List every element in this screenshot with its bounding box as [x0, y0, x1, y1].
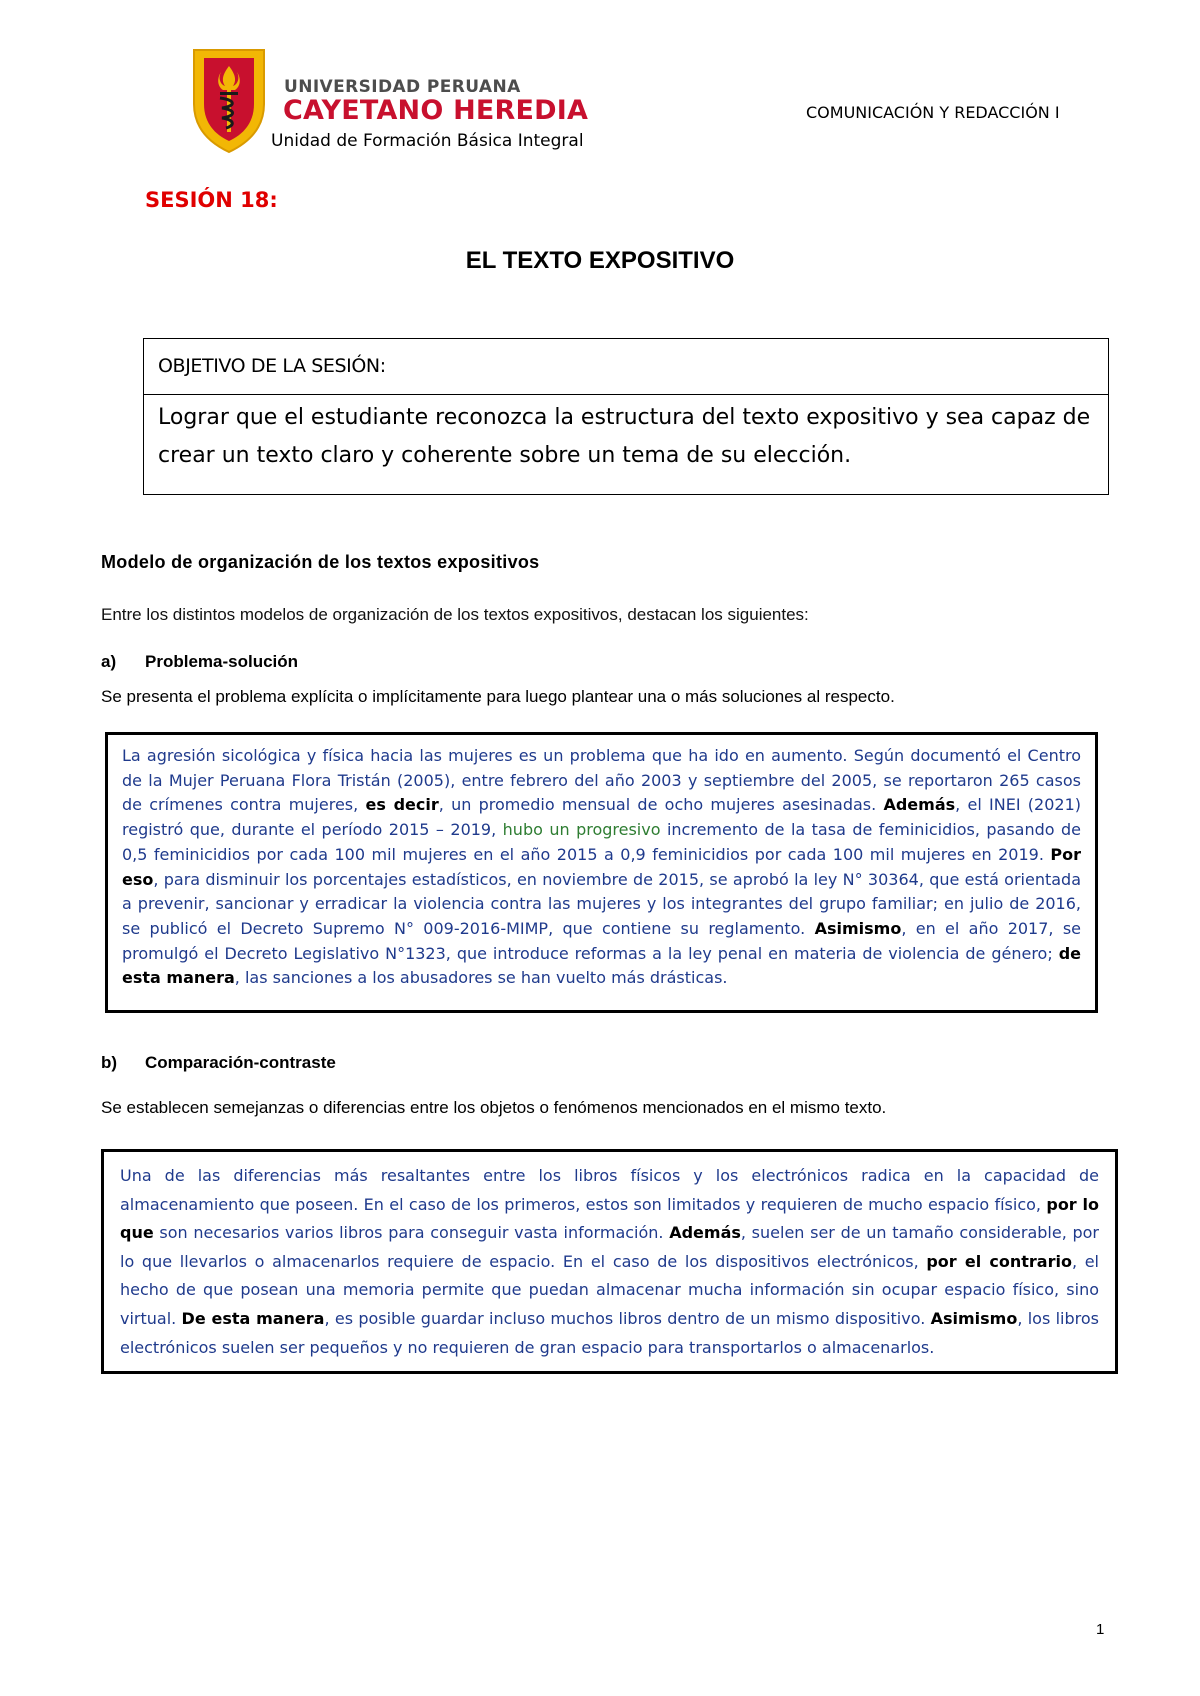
- connector-phrase: De esta manera: [181, 1308, 325, 1328]
- text-run: , suelen ser de un tamaño considerable, por lo que llevarlos o almacenarlos requiere de espacio. En el caso de los dispositivos electrónicos,: [120, 1223, 1099, 1271]
- connector-phrase: de esta manera: [122, 943, 1081, 988]
- connector-phrase: Por eso: [122, 844, 1081, 889]
- model-b-example-box: [101, 1149, 1118, 1374]
- university-crest-icon: [190, 46, 268, 154]
- connector-phrase: por el contrario: [926, 1251, 1072, 1271]
- highlighted-phrase: hubo un progresivo: [502, 820, 661, 840]
- text-run: La agresión sicológica y física hacia las mujeres es un problema que ha ido en aumento. Según documentó el Centro de la Mujer Peruana Flora Tristán (2005), entre febrero del año 2003 y septiembre del 2005, se reportaron 265 casos de crímenes contra mujeres,: [122, 746, 1081, 815]
- text-run: , un promedio mensual de ocho mujeres asesinadas.: [438, 795, 884, 815]
- session-label: SESIÓN 18:: [145, 188, 278, 212]
- connector-phrase: Asimismo: [814, 918, 902, 938]
- model-a-title: Problema-solución: [145, 652, 299, 671]
- university-name-line1: UNIVERSIDAD PERUANA: [284, 77, 521, 97]
- text-run: son necesarios varios libros para conseguir vasta información.: [153, 1223, 670, 1243]
- connector-phrase: Además: [883, 795, 956, 815]
- text-run: , el hecho de que posean una memoria permite que puedan almacenar mucha información sin ocupar espacio físico, sino virtual.: [120, 1251, 1099, 1328]
- unit-name: Unidad de Formación Básica Integral: [271, 131, 584, 151]
- model-a-example-text: [122, 744, 1081, 991]
- connector-phrase: Asimismo: [930, 1308, 1018, 1328]
- objective-text: Lograr que el estudiante reconozca la estructura del texto expositivo y sea capaz de crear un texto claro y coherente sobre un tema de su elección.: [158, 405, 1091, 468]
- page-title: EL TEXTO EXPOSITIVO: [465, 247, 735, 274]
- objective-heading: OBJETIVO DE LA SESIÓN:: [158, 355, 386, 377]
- course-title: COMUNICACIÓN Y REDACCIÓN I: [806, 103, 1060, 122]
- section-intro: Entre los distintos modelos de organización de los textos expositivos, destacan los siguientes:: [101, 605, 809, 624]
- connector-phrase: por lo que: [120, 1194, 1100, 1243]
- text-run: , las sanciones a los abusadores se han vuelto más drásticas.: [234, 968, 728, 988]
- section-heading: Modelo de organización de los textos expositivos: [101, 552, 540, 572]
- model-b-letter: b): [101, 1053, 118, 1072]
- connector-phrase: es decir: [365, 795, 439, 815]
- model-b-title: Comparación-contraste: [145, 1053, 336, 1072]
- model-a-example-box: [105, 732, 1098, 1013]
- text-run: , para disminuir los porcentajes estadísticos, en noviembre de 2015, se aprobó la ley N° 30364, que está orientada a prevenir, sancionar y erradicar la violencia contra las mujeres y los integrantes del grupo familiar; en julio de 2016, se publicó el Decreto Supremo N° 009-2016-MIMP, que contiene su reglamento.: [122, 869, 1081, 938]
- text-run: , en el año 2017, se promulgó el Decreto Legislativo N°1323, que introduce reformas a la ley penal en materia de violencia de género;: [122, 918, 1081, 963]
- model-b-example-text: [120, 1162, 1099, 1362]
- university-name-line2: CAYETANO HEREDIA: [283, 95, 589, 126]
- text-run: , el INEI (2021) registró que, durante el período 2015 – 2019,: [122, 795, 1081, 840]
- model-a-letter: a): [101, 652, 117, 671]
- model-a-description: Se presenta el problema explícita o implícitamente para luego plantear una o más soluciones al respecto.: [101, 687, 895, 706]
- objective-heading-cell: [144, 339, 1108, 395]
- connector-phrase: Además: [669, 1223, 741, 1243]
- text-run: incremento de la tasa de feminicidios, pasando de 0,5 feminicidios por cada 100 mil mujeres en el año 2015 a 0,9 feminicidios por cada 100 mil mujeres en 2019.: [122, 820, 1082, 864]
- text-run: Una de las diferencias más resaltantes entre los libros físicos y los electrónicos radica en la capacidad de almacenamiento que poseen. En el caso de los primeros, estos son limitados y requieren de mucho espacio físico,: [120, 1166, 1099, 1214]
- text-run: , es posible guardar incluso muchos libros dentro de un mismo dispositivo.: [324, 1308, 931, 1328]
- model-b-description: Se establecen semejanzas o diferencias entre los objetos o fenómenos mencionados en el mismo texto.: [101, 1098, 887, 1117]
- text-run: , los libros electrónicos suelen ser pequeños y no requieren de gran espacio para transportarlos o almacenarlos.: [120, 1308, 1099, 1357]
- objective-table: [143, 338, 1109, 495]
- page-number: 1: [1096, 1621, 1105, 1638]
